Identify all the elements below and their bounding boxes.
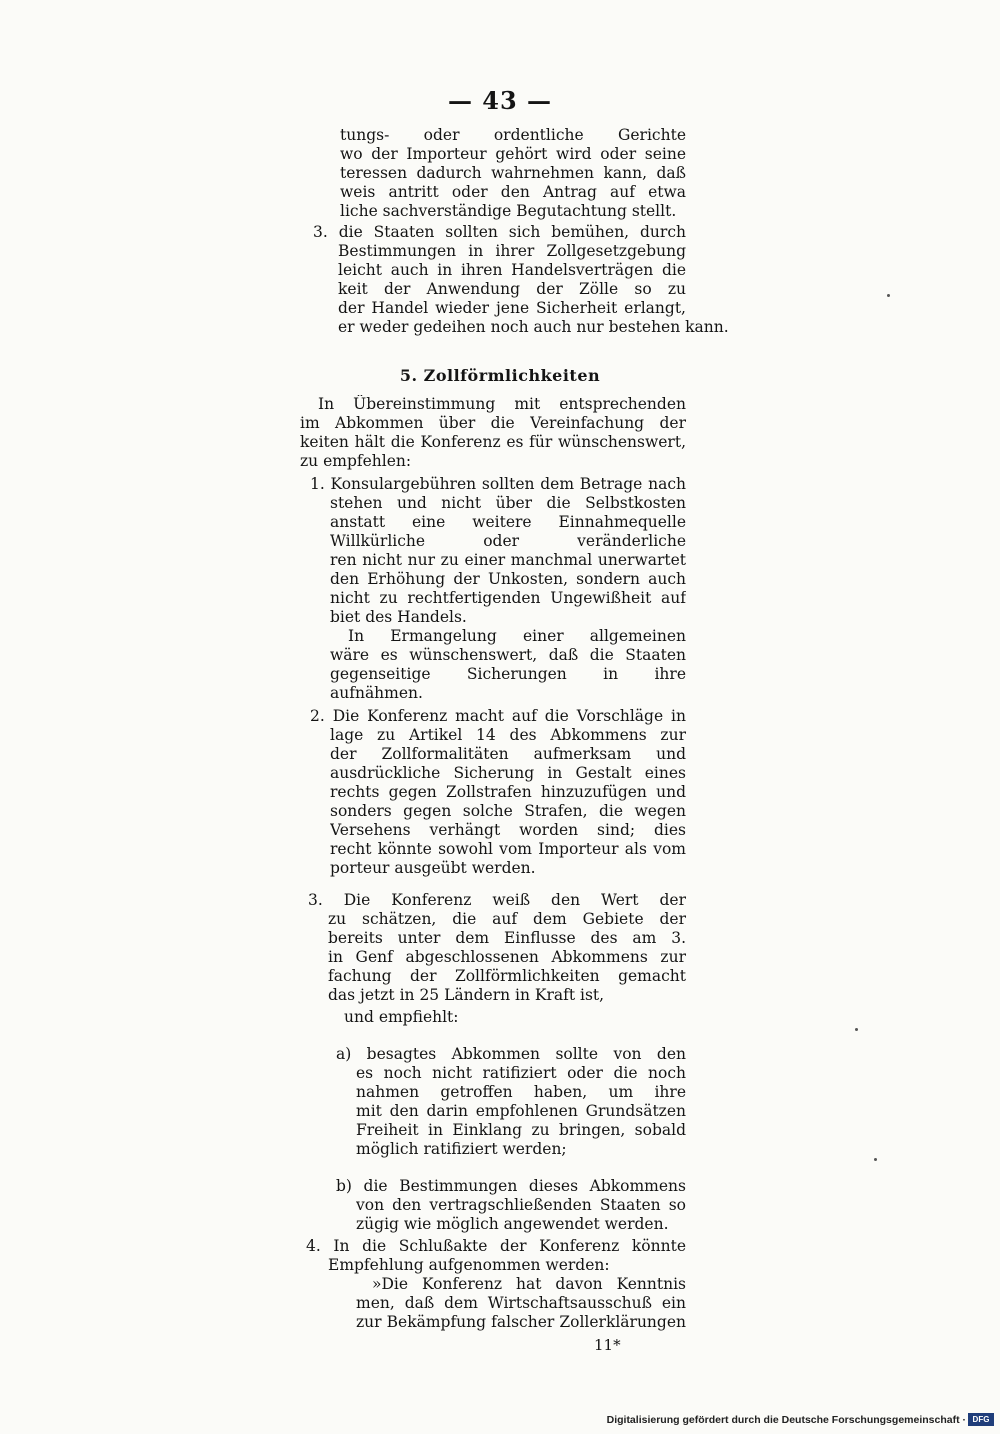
text-line: nicht zu rechtfertigenden Ungewißheit auf bbox=[330, 589, 686, 607]
text-line: lage zu Artikel 14 des Abkommens zur bbox=[330, 726, 686, 744]
text-line: 1. Konsulargebühren sollten dem Betrage nach bbox=[310, 475, 686, 493]
text-line: zügig wie möglich angewendet werden. bbox=[356, 1215, 669, 1233]
text-line: »Die Konferenz hat davon Kenntnis bbox=[372, 1275, 686, 1293]
text-line: anstatt eine weitere Einnahmequelle bbox=[330, 513, 686, 531]
page-number: — 43 — bbox=[447, 86, 553, 115]
text-line: von den vertragschließenden Staaten so bbox=[356, 1196, 686, 1214]
text-line: im Abkommen über die Vereinfachung der bbox=[300, 414, 686, 432]
text-line: und empfiehlt: bbox=[344, 1008, 459, 1026]
text-line: recht könnte sowohl vom Importeur als vom bbox=[330, 840, 686, 858]
text-line: 3. die Staaten sollten sich bemühen, durch bbox=[313, 223, 686, 241]
text-line: wo der Importeur gehört wird oder seine bbox=[340, 145, 686, 163]
text-line: ausdrückliche Sicherung in Gestalt eines bbox=[330, 764, 686, 782]
text-line: mit den darin empfohlenen Grundsätzen bbox=[356, 1102, 686, 1120]
text-line: biet des Handels. bbox=[330, 608, 467, 626]
section-heading: 5. Zollförmlichkeiten bbox=[399, 366, 601, 385]
text-line: in Genf abgeschlossenen Abkommens zur bbox=[328, 948, 686, 966]
text-line: tungs- oder ordentliche Gerichte bbox=[340, 126, 686, 144]
text-line: gegenseitige Sicherungen in ihre bbox=[330, 665, 686, 683]
text-line: das jetzt in 25 Ländern in Kraft ist, bbox=[328, 986, 605, 1004]
text-line: bereits unter dem Einflusse des am 3. bbox=[328, 929, 686, 947]
text-line: es noch nicht ratifiziert oder die noch bbox=[356, 1064, 686, 1082]
text-line: der Zollformalitäten aufmerksam und bbox=[330, 745, 686, 763]
text-line: Bestimmungen in ihrer Zollgesetzgebung bbox=[338, 242, 686, 260]
text-line: zu empfehlen: bbox=[300, 452, 412, 470]
text-line: keit der Anwendung der Zölle so zu bbox=[338, 280, 686, 298]
text-line: nahmen getroffen haben, um ihre bbox=[356, 1083, 686, 1101]
text-line: 2. Die Konferenz macht auf die Vorschläge in bbox=[310, 707, 686, 725]
text-line: er weder gedeihen noch auch nur bestehen kann. bbox=[338, 318, 729, 336]
text-line: b) die Bestimmungen dieses Abkommens bbox=[336, 1177, 686, 1195]
text-line: Freiheit in Einklang zu bringen, sobald bbox=[356, 1121, 686, 1139]
signature-mark: 11* bbox=[594, 1336, 621, 1354]
text-line: liche sachverständige Begutachtung stellt. bbox=[340, 202, 677, 220]
digitization-credit: Digitalisierung gefördert durch die Deutsche Forschungsgemeinschaft · bbox=[606, 1414, 966, 1426]
text-line: a) besagtes Abkommen sollte von den bbox=[336, 1045, 686, 1063]
text-line: rechts gegen Zollstrafen hinzuzufügen und bbox=[330, 783, 686, 801]
text-line: teressen dadurch wahrnehmen kann, daß bbox=[340, 164, 686, 182]
text-line: keiten hält die Konferenz es für wünschenswert, bbox=[300, 433, 686, 451]
scan-speck bbox=[887, 294, 890, 297]
text-line: aufnähmen. bbox=[330, 684, 423, 702]
scan-speck bbox=[874, 1158, 877, 1161]
text-line: stehen und nicht über die Selbstkosten bbox=[330, 494, 686, 512]
text-line: den Erhöhung der Unkosten, sondern auch bbox=[330, 570, 686, 588]
text-line: wäre es wünschenswert, daß die Staaten bbox=[330, 646, 686, 664]
scan-speck bbox=[855, 1028, 858, 1031]
text-line: ren nicht nur zu einer manchmal unerwartet bbox=[330, 551, 686, 569]
text-line: zur Bekämpfung falscher Zollerklärungen bbox=[356, 1313, 686, 1331]
text-line: möglich ratifiziert werden; bbox=[356, 1140, 567, 1158]
text-line: zu schätzen, die auf dem Gebiete der bbox=[328, 910, 686, 928]
dfg-logo: DFG bbox=[968, 1413, 994, 1426]
text-line: der Handel wieder jene Sicherheit erlangt, bbox=[338, 299, 686, 317]
text-line: Willkürliche oder veränderliche bbox=[330, 532, 686, 550]
text-line: weis antritt oder den Antrag auf etwa bbox=[340, 183, 686, 201]
text-line: In Übereinstimmung mit entsprechenden bbox=[318, 395, 686, 413]
text-line: 4. In die Schlußakte der Konferenz könnte bbox=[306, 1237, 686, 1255]
text-line: men, daß dem Wirtschaftsausschuß ein bbox=[356, 1294, 686, 1312]
text-line: 3. Die Konferenz weiß den Wert der bbox=[308, 891, 686, 909]
text-line: fachung der Zollförmlichkeiten gemacht bbox=[328, 967, 686, 985]
text-line: Versehens verhängt worden sind; dies bbox=[330, 821, 686, 839]
text-line: leicht auch in ihren Handelsverträgen die bbox=[338, 261, 686, 279]
text-line: Empfehlung aufgenommen werden: bbox=[328, 1256, 610, 1274]
text-line: sonders gegen solche Strafen, die wegen bbox=[330, 802, 686, 820]
text-line: porteur ausgeübt werden. bbox=[330, 859, 536, 877]
text-line: In Ermangelung einer allgemeinen bbox=[348, 627, 686, 645]
